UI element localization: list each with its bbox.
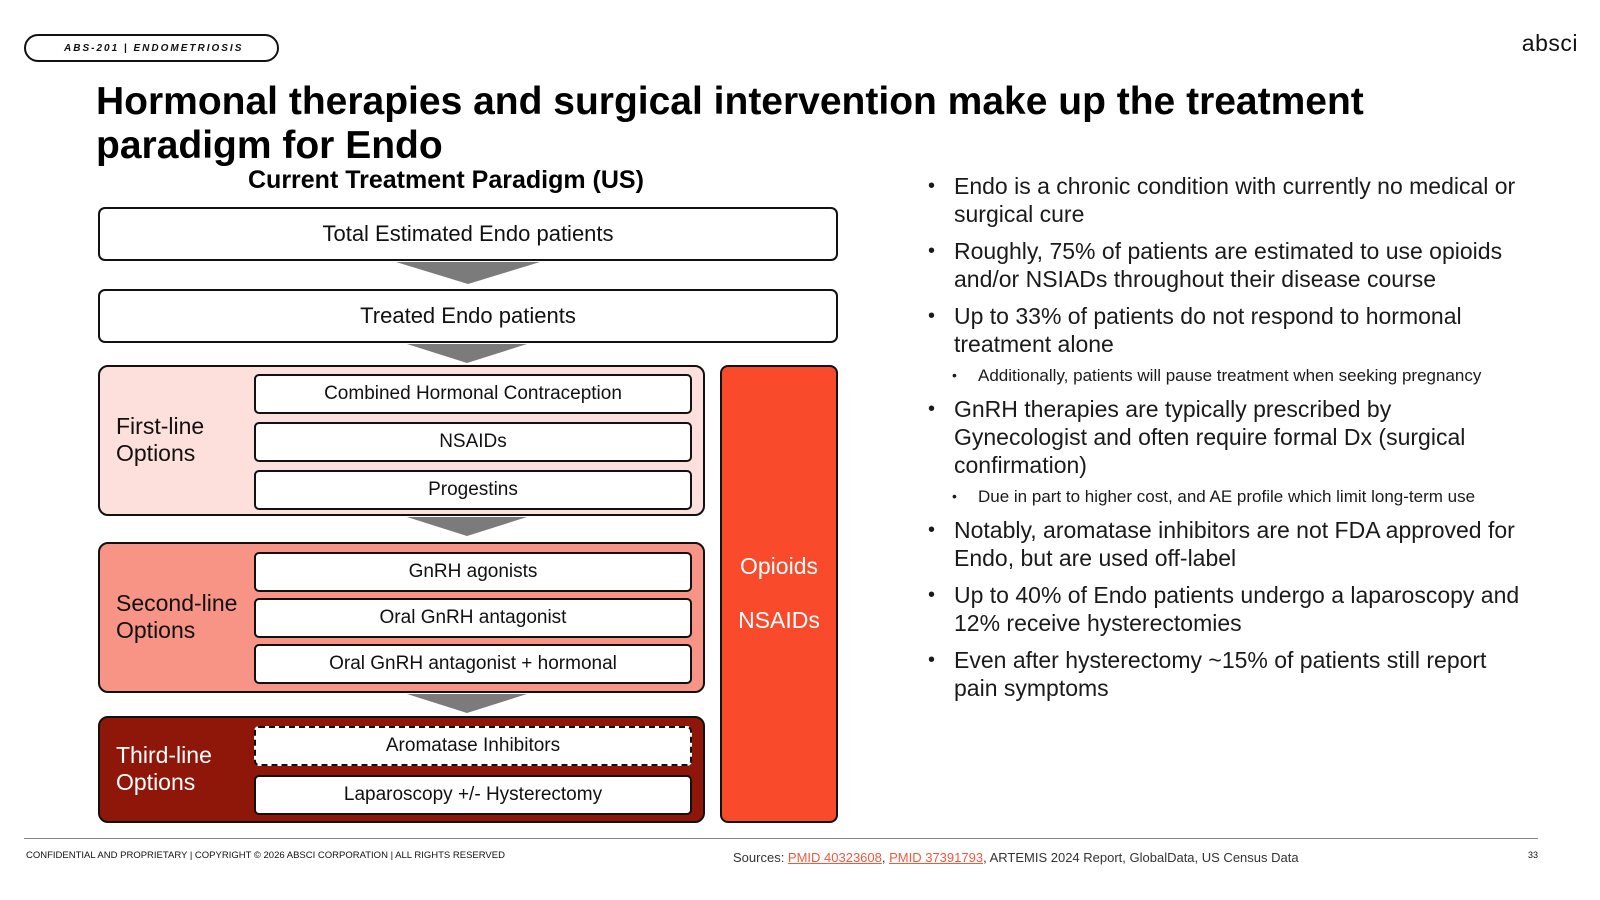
bullet-item: • Endo is a chronic condition with currently no medical or surgical cure bbox=[928, 172, 1528, 228]
sources-line bbox=[733, 850, 1299, 865]
down-arrow-icon bbox=[407, 694, 527, 713]
down-arrow-icon bbox=[396, 262, 540, 284]
option-gnrh-agonists: GnRH agonists bbox=[254, 552, 692, 592]
sub-bullet-item: • Additionally, patients will pause treatment when seeking pregnancy bbox=[928, 365, 1528, 386]
bullet-item: • Even after hysterectomy ~15% of patients still report pain symptoms bbox=[928, 646, 1528, 702]
source-link-pmid-40323608[interactable]: PMID 40323608 bbox=[787, 850, 882, 865]
treated-patients-label: Treated Endo patients bbox=[360, 303, 576, 328]
diagram-subtitle: Current Treatment Paradigm (US) bbox=[248, 166, 644, 194]
option-progestins: Progestins bbox=[254, 470, 692, 510]
sources-prefix: Sources: bbox=[733, 850, 788, 865]
third-line-label: Third-line Options bbox=[116, 742, 212, 795]
sub-bullet-item: • Due in part to higher cost, and AE profile which limit long-term use bbox=[928, 486, 1528, 507]
bullet-item: • Notably, aromatase inhibitors are not FDA approved for Endo, but are used off-label bbox=[928, 516, 1528, 572]
section-tag bbox=[24, 34, 279, 62]
confidential-notice: CONFIDENTIAL AND PROPRIETARY | COPYRIGHT © 2026 ABSCI CORPORATION | ALL RIGHTS RESERVED bbox=[26, 850, 505, 861]
first-line-label: First-line Options bbox=[116, 413, 205, 466]
bullet-item: • Up to 33% of patients do not respond to hormonal treatment alone bbox=[928, 302, 1528, 358]
first-line-group bbox=[98, 365, 705, 516]
sources-rest: , ARTEMIS 2024 Report, GlobalData, US Census Data bbox=[983, 850, 1299, 865]
option-oral-gnrh-antagonist: Oral GnRH antagonist bbox=[254, 598, 692, 638]
bullet-item: • GnRH therapies are typically prescribed by Gynecologist and often require formal Dx (surgical confirmation) bbox=[928, 395, 1528, 479]
slide-title: Hormonal therapies and surgical intervention make up the treatment paradigm for Endo bbox=[96, 80, 1364, 167]
bullet-item: • Roughly, 75% of patients are estimated to use opioids and/or NSIADs throughout their disease course bbox=[928, 237, 1528, 293]
option-combined-hormonal-contraception: Combined Hormonal Contraception bbox=[254, 374, 692, 414]
option-aromatase-inhibitors: Aromatase Inhibitors bbox=[254, 726, 692, 766]
option-nsaids: NSAIDs bbox=[254, 422, 692, 462]
side-box-nsaids: NSAIDs bbox=[738, 607, 820, 633]
down-arrow-icon bbox=[407, 517, 527, 536]
treated-patients-bar bbox=[98, 289, 838, 343]
down-arrow-icon bbox=[407, 344, 527, 363]
bullet-list bbox=[928, 172, 1528, 711]
source-link-pmid-37391793[interactable]: PMID 37391793 bbox=[889, 850, 984, 865]
absci-logo: absci bbox=[1521, 30, 1578, 56]
option-oral-gnrh-antagonist-hormonal: Oral GnRH antagonist + hormonal bbox=[254, 644, 692, 684]
total-patients-bar bbox=[98, 207, 838, 261]
total-patients-label: Total Estimated Endo patients bbox=[322, 221, 614, 246]
opioids-nsaids-box bbox=[720, 365, 838, 823]
section-tag-label: ABS-201 | ENDOMETRIOSIS bbox=[64, 42, 244, 54]
footer-divider bbox=[24, 838, 1538, 839]
bullet-item: • Up to 40% of Endo patients undergo a laparoscopy and 12% receive hysterectomies bbox=[928, 581, 1528, 637]
second-line-group bbox=[98, 542, 705, 693]
page-number: 33 bbox=[1527, 850, 1538, 860]
third-line-group bbox=[98, 716, 705, 823]
sources-separator: , bbox=[881, 850, 890, 865]
side-box-opioids: Opioids bbox=[740, 553, 818, 579]
option-laparoscopy-hysterectomy: Laparoscopy +/- Hysterectomy bbox=[254, 775, 692, 815]
second-line-label: Second-line Options bbox=[116, 590, 238, 643]
